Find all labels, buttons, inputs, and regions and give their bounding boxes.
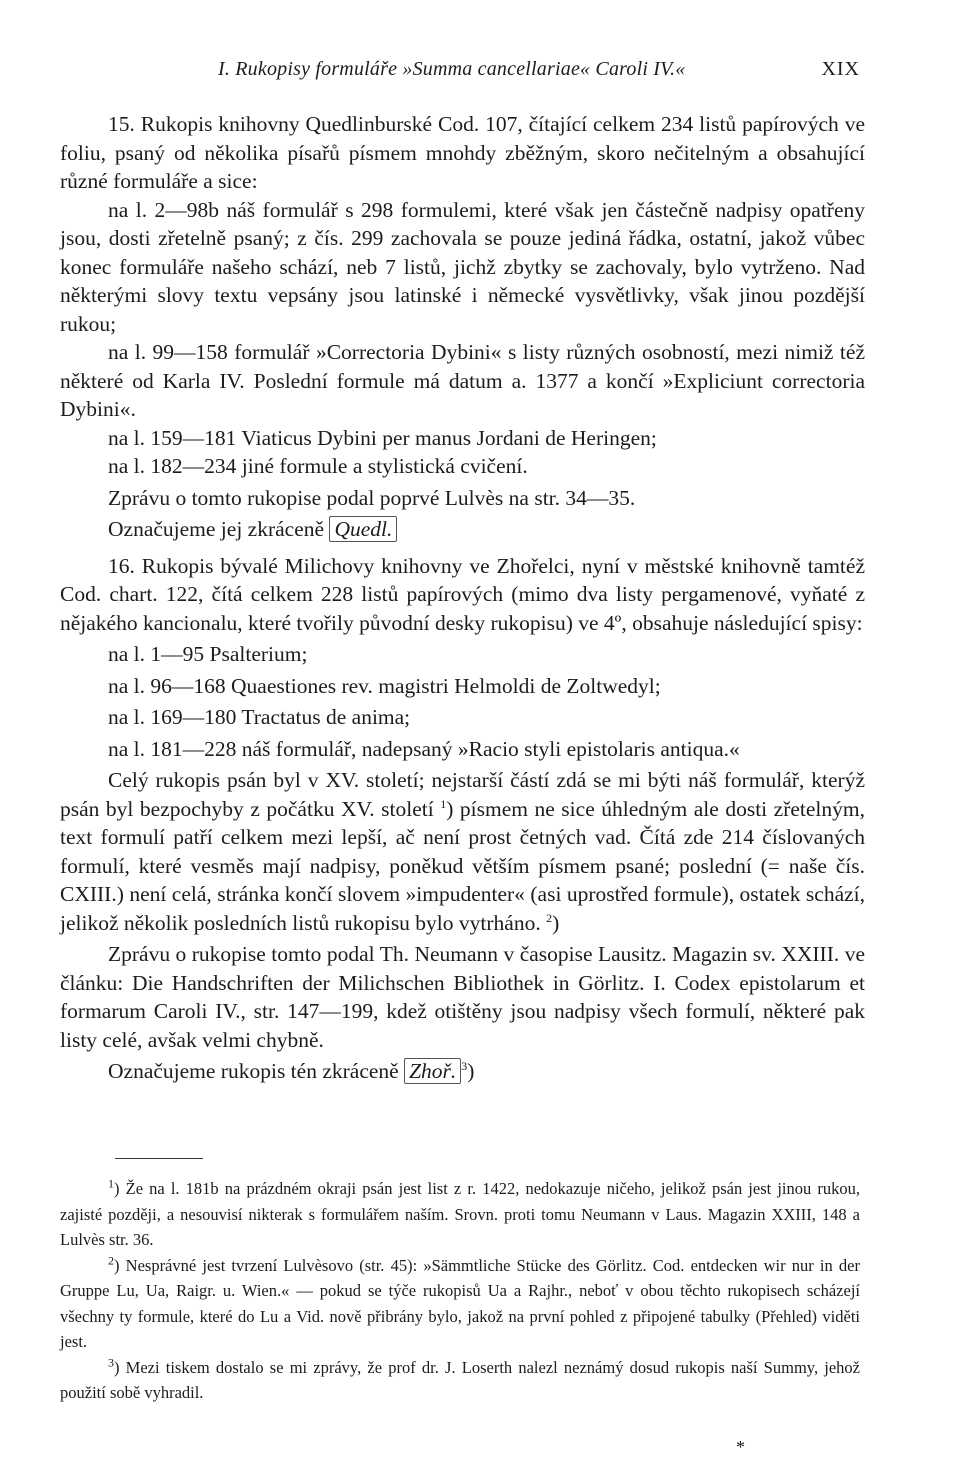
section-15-abbreviation-line [60,515,865,544]
section-16-item-2: na l. 96—168 Quaestiones rev. magistri Helmoldi de Zoltwedyl; [108,673,661,698]
signature-asterisk: * [736,1437,745,1457]
page-number: XIX [821,58,860,80]
abbreviation-zhor: Zhoř. [404,1058,461,1084]
section-15-item-2: na l. 99—158 formulář »Correctoria Dybini« s listy různých osobností, mezi nimiž též některé od Karla IV. Poslední formule má datum a. 1377 a končí »Expliciunt correctoria Dybini«. [60,340,865,421]
section-15-item-3: na l. 159—181 Viaticus Dybini per manus Jordani de Heringen; [108,425,657,450]
section-16-item-3: na l. 169—180 Tractatus de anima; [108,705,411,729]
footnote-ref-3: 3 [461,1058,468,1073]
section-15-intro: 15. Rukopis knihovny Quedlinburské Cod. 107, čítající celkem 234 listů papírových ve foliu, psaný od několika písařů písmem mnohdy zběžným, skoro nečitelným a obsahující různé formuláře a sice: [60,112,865,193]
footnote-3 [60,1355,860,1406]
description-part-2: ) písmem ne sice úhledným ale dosti zřetelným, text formulí patří celkem mezi lepší, ač není prost četných vad. Čítá zde 214 číslovaných formulí, které vesměs mají nadpisy, poněkud větším písmem psané; poslední (= naše čís. CXIII.) není celá, stránka končí slovem »impudenter« (asi uprostřed formule), ostatek schází, jelikož několik posledních listů rukopisu bylo vytrháno. [60,796,866,935]
section-15-item-1: na l. 2—98b náš formulář s 298 formulemi, které však jen částečně nadpisy opatřeny jsou, dosti zřetelně psaný; z čís. 299 zachovala se pouze jediná řádka, ostatní, jakož vůbec konec formuláře našeho schází, neb 7 listů, jichž zbytky se zachovaly, bylo vytrženo. Nad některými slovy textu vepsány jsou latinské i německé vysvětlivky, však jinou pozdější rukou; [60,197,865,336]
footnotes [60,1176,860,1406]
body-text [60,110,865,1086]
footnote-ref-2: 2 [546,910,553,925]
section-15-report: Zprávu o tomto rukopise podal poprvé Lulvès na str. 34—35. [108,485,636,510]
section-16-intro: 16. Rukopis bývalé Milichovy knihovny ve Zhořelci, nyní v městské knihovně tamtéž Cod. chart. 122, čítá celkem 228 listů papírových (mimo dva listy pergamenové, vyňaté z nějakého kancionalu, které tvořily původní desky rukopisu) ve 4º, obsahuje následující spisy: [60,553,865,635]
page-header [60,58,860,88]
section-16-item-1: na l. 1—95 Psalterium; [108,642,308,666]
abbreviation-text: Označujeme jej zkráceně [108,517,325,541]
footnote-1-mark: 1 [108,1176,114,1191]
abbreviation-text: Označujeme rukopis tén zkráceně [108,1059,399,1083]
footnote-3-text: ) Mezi tiskem dostalo se mi zprávy, že prof dr. J. Loserth nalezl neznámý dosud rukopis naší Summy, jehož použití sobě vyhradil. [60,1357,860,1402]
section-16-item-4: na l. 181—228 náš formulář, nadepsaný »Racio styli epistolaris antiqua.« [108,736,740,761]
section-15-item-4: na l. 182—234 jiné formule a stylistická cvičení. [108,454,528,478]
footnote-2 [60,1253,860,1355]
section-16-report: Zprávu o rukopise tomto podal Th. Neumann v časopise Lausitz. Magazin sv. XXIII. ve článku: Die Handschriften der Milichschen Bibliothek in Görlitz. I. Codex epistolarum et formarum Caroli IV., str. 147—199, kdež otištěny jsou nadpisy všech formulí, některé pak listy celé, avšak velmi chybně. [60,942,865,1052]
description-part-1: Celý rukopis psán byl v XV. století; nejstarší částí zdá se mi býti náš formulář, kterýž psán byl bezpochyby z počátku XV. století [60,768,865,821]
abbreviation-quedl: Quedl. [329,516,397,542]
abbreviation-close: ) [467,1059,475,1083]
footnote-2-text: ) Nesprávné jest tvrzení Lulvèsovo (str. 45): »Sämmtliche Stücke des Görlitz. Cod. entdecken wir nur in der Gruppe Lu, Ua, Raigr. u. Wien.« — pokud se týče rukopisů Ua a Rajhr., neboť v obou těchto rukopisech scházejí všechny ty formule, které do Lu a Vid. nově přibrány bylo, jakož na první pohled z připojené tabulky (Přehled) viděti jest. [60,1255,860,1351]
footnote-3-mark: 3 [108,1355,114,1369]
footnote-divider [115,1158,203,1159]
running-title: I. Rukopisy formuláře »Summa cancellariae« Caroli IV.« [218,58,686,80]
footnote-2-mark: 2 [108,1253,114,1267]
footnote-ref-1: 1 [440,796,447,811]
footnote-1 [60,1176,860,1253]
section-16-description [60,766,865,937]
footnote-1-text: ) Že na l. 181b na prázdném okraji psán jest list z r. 1422, nedokazuje ničeho, jelikož psán jest jinou rukou, zajisté později, a nesouvisí nikterak s formulářem naším. Srovn. proti tomu Neumann v Laus. Magazin XXIII, 148 a Lulvès str. 36. [60,1179,860,1249]
description-part-3: ) [552,910,560,935]
section-16-abbreviation-line [60,1057,865,1086]
